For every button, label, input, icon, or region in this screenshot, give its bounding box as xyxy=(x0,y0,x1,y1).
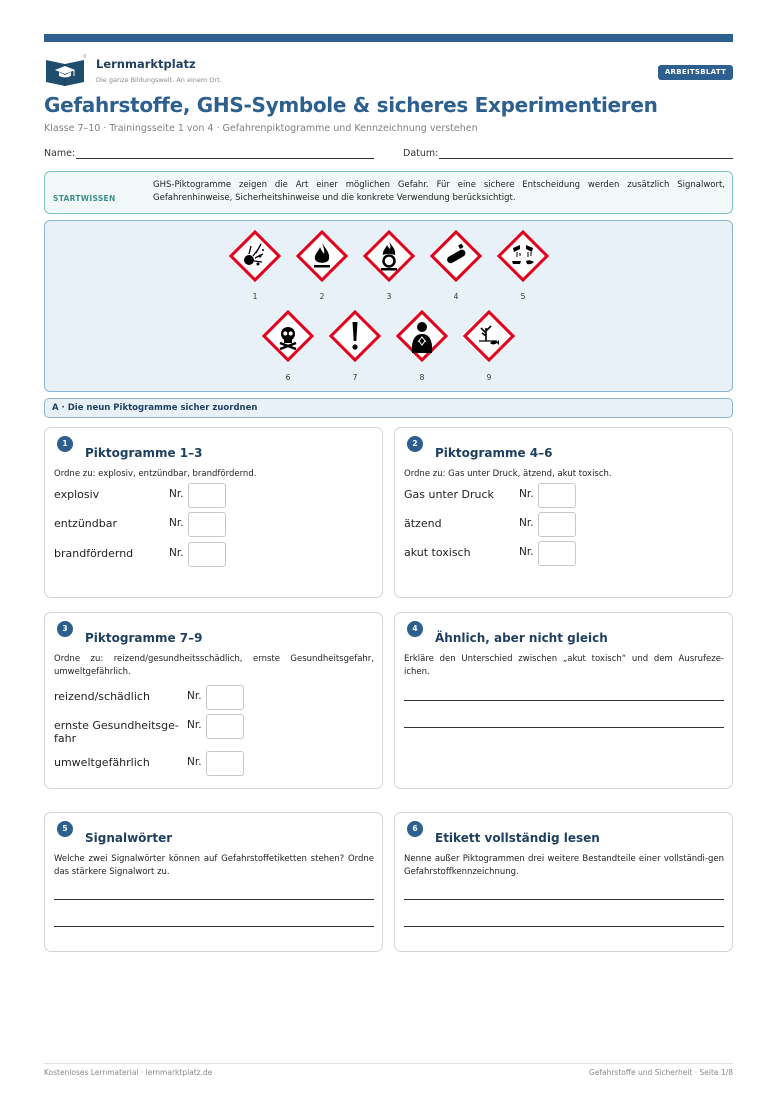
top-accent-bar xyxy=(44,34,733,42)
number-answer-box[interactable] xyxy=(206,685,244,710)
nr-label: Nr. xyxy=(187,756,202,768)
pictogram-number-5: 5 xyxy=(520,292,526,301)
page-subtitle: Klasse 7–10 · Trainingsseite 1 von 4 · Gefahrenpiktogramme und Kennzeichnung verstehen xyxy=(44,123,478,134)
nr-label: Nr. xyxy=(187,719,202,731)
answer-line[interactable] xyxy=(404,700,724,701)
task-description: Welche zwei Signalwörter können auf Gefahrstoffetiketten stehen? Ordne das stärkere Signalwort zu. xyxy=(54,854,374,877)
name-label: Name: xyxy=(44,148,76,159)
task-description: Nenne außer Piktogrammen drei weitere Bestandteile einer vollständi-gen Gefahrstoffkennzeichnung. xyxy=(404,854,724,877)
match-label: entzündbar xyxy=(54,517,117,530)
date-label: Datum: xyxy=(403,148,439,159)
task-description: Erkläre den Unterschied zwischen „akut toxisch“ und dem Ausrufeze-ichen. xyxy=(404,654,724,677)
number-answer-box[interactable] xyxy=(206,751,244,776)
flame-over-circle-icon xyxy=(359,226,419,286)
task-card-1 xyxy=(44,427,383,598)
health-hazard-icon xyxy=(392,306,452,366)
pictogram-number-1: 1 xyxy=(252,292,258,301)
environment-icon xyxy=(459,306,519,366)
exclamation-mark-icon xyxy=(325,306,385,366)
task-number-badge: 6 xyxy=(407,821,423,837)
worksheet-badge: ARBEITSBLATT xyxy=(658,65,733,80)
pictogram-number-8: 8 xyxy=(419,373,425,382)
section-header xyxy=(44,398,733,418)
footer-right-text: Gefahrstoffe und Sicherheit · Seite 1/8 xyxy=(588,1068,733,1077)
answer-line[interactable] xyxy=(54,899,374,900)
task-title: Piktogramme 1–3 xyxy=(85,446,203,460)
task-card-2 xyxy=(394,427,733,598)
pictogram-panel xyxy=(44,220,733,392)
task-number-badge: 1 xyxy=(57,436,73,452)
name-field[interactable] xyxy=(76,158,374,159)
nr-label: Nr. xyxy=(519,488,534,500)
number-answer-box[interactable] xyxy=(538,541,576,566)
match-label: brandfördernd xyxy=(54,547,134,560)
explosive-bomb-icon xyxy=(225,226,285,286)
task-number-badge: 5 xyxy=(57,821,73,837)
corrosion-icon xyxy=(493,226,553,286)
pictogram-number-3: 3 xyxy=(386,292,392,301)
nr-label: Nr. xyxy=(519,546,534,558)
match-label: ätzend xyxy=(404,517,442,530)
nr-label: Nr. xyxy=(169,547,184,559)
pictogram-number-2: 2 xyxy=(319,292,325,301)
match-label: Gas unter Druck xyxy=(404,488,494,501)
brand-name: Lernmarktplatz xyxy=(96,57,196,71)
match-label: reizend/schädlich xyxy=(54,690,150,703)
answer-line[interactable] xyxy=(404,899,724,900)
brand-tagline: Die ganze Bildungswelt. An einem Ort. xyxy=(96,76,222,84)
number-answer-box[interactable] xyxy=(206,714,244,739)
page-title: Gefahrstoffe, GHS-Symbole & sicheres Experimentieren xyxy=(44,93,658,117)
task-number-badge: 4 xyxy=(407,621,423,637)
footer-divider xyxy=(44,1063,733,1064)
task-title: Etikett vollständig lesen xyxy=(435,831,600,845)
pictogram-number-9: 9 xyxy=(486,373,492,382)
pictogram-number-4: 4 xyxy=(453,292,459,301)
task-title: Ähnlich, aber nicht gleich xyxy=(435,631,608,645)
answer-line[interactable] xyxy=(404,727,724,728)
match-label: explosiv xyxy=(54,488,100,501)
task-title: Piktogramme 7–9 xyxy=(85,631,203,645)
graduation-cap-logo-icon xyxy=(44,54,86,86)
info-label: STARTWISSEN xyxy=(53,194,116,203)
task-number-badge: 2 xyxy=(407,436,423,452)
number-answer-box[interactable] xyxy=(538,512,576,537)
task-description: Ordne zu: explosiv, entzündbar, brandfördernd. xyxy=(54,469,257,479)
nr-label: Nr. xyxy=(187,690,202,702)
match-label: umweltgefährlich xyxy=(54,756,150,769)
task-title: Piktogramme 4–6 xyxy=(435,446,553,460)
info-box xyxy=(44,171,733,214)
task-description: Ordne zu: Gas unter Druck, ätzend, akut toxisch. xyxy=(404,469,612,479)
nr-label: Nr. xyxy=(169,488,184,500)
skull-crossbones-icon xyxy=(258,306,318,366)
nr-label: Nr. xyxy=(519,517,534,529)
flame-icon xyxy=(292,226,352,286)
nr-label: Nr. xyxy=(169,517,184,529)
number-answer-box[interactable] xyxy=(188,512,226,537)
section-title: A · Die neun Piktogramme sicher zuordnen xyxy=(52,403,258,413)
info-text: GHS-Piktogramme zeigen die Art einer möglichen Gefahr. Für eine sichere Entscheidung werden zusätzlich Signalwort, Gefahrenhinweise, Sicherheitshinweise und die konkrete Verwendung berücksichtigt. xyxy=(153,180,725,203)
task-card-4 xyxy=(394,612,733,789)
number-answer-box[interactable] xyxy=(538,483,576,508)
number-answer-box[interactable] xyxy=(188,542,226,567)
number-answer-box[interactable] xyxy=(188,483,226,508)
pictogram-number-6: 6 xyxy=(285,373,291,382)
gas-cylinder-icon xyxy=(426,226,486,286)
task-description: Ordne zu: reizend/gesundheitsschädlich, ernste Gesundheitsgefahr, umweltgefährlich. xyxy=(54,654,374,677)
task-card-5 xyxy=(44,812,383,952)
task-card-3 xyxy=(44,612,383,789)
answer-line[interactable] xyxy=(404,926,724,927)
pictogram-number-7: 7 xyxy=(352,373,358,382)
task-title: Signalwörter xyxy=(85,831,173,845)
date-field[interactable] xyxy=(439,158,733,159)
match-label: ernste Gesundheitsge-fahr xyxy=(54,719,179,745)
task-number-badge: 3 xyxy=(57,621,73,637)
match-label: akut toxisch xyxy=(404,546,471,559)
task-card-6 xyxy=(394,812,733,952)
footer-left-text: Kostenloses Lernmaterial · lernmarktplatz.de xyxy=(44,1068,213,1077)
answer-line[interactable] xyxy=(54,926,374,927)
